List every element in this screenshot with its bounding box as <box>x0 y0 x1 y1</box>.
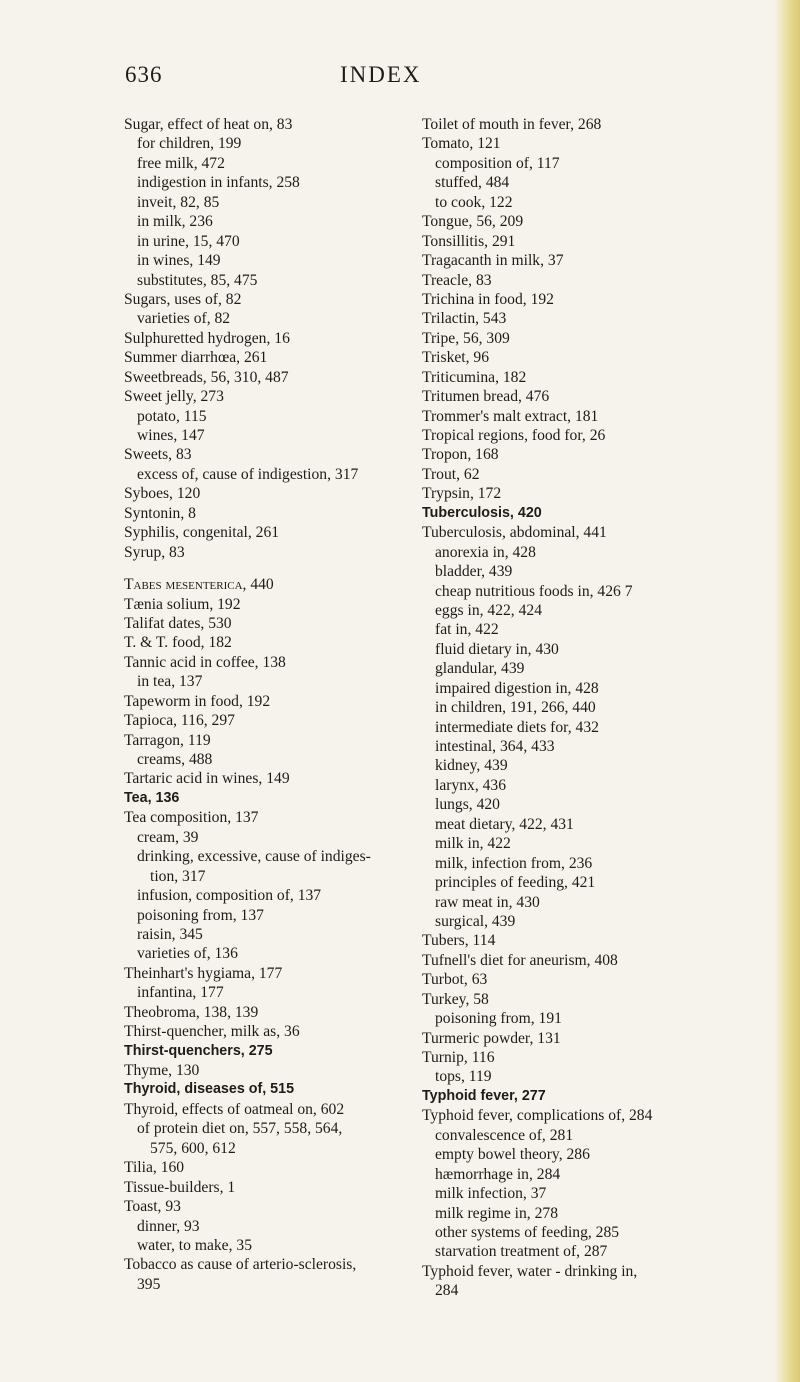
index-entry: Tea, 136 <box>124 789 180 806</box>
index-entry: Tartaric acid in wines, 149 <box>124 770 290 788</box>
index-subentry: milk in, 422 <box>435 835 511 853</box>
index-subentry: in children, 191, 266, 440 <box>435 699 596 717</box>
index-entry: Tubers, 114 <box>422 932 496 950</box>
index-entry: Tapeworm in food, 192 <box>124 692 271 710</box>
index-entry: Thirst-quenchers, 275 <box>124 1042 273 1059</box>
index-entry: Typhoid fever, water - drinking in, <box>422 1262 638 1280</box>
index-subentry: empty bowel theory, 286 <box>435 1146 590 1164</box>
index-entry: Tabes mesenterica, 440 <box>124 576 274 594</box>
index-subentry: cheap nutritious foods in, 426 7 <box>435 582 633 600</box>
index-entry: Trommer's malt extract, 181 <box>422 407 599 425</box>
index-subentry: to cook, 122 <box>435 193 513 211</box>
index-subentry: intestinal, 364, 433 <box>435 738 555 755</box>
index-entry: Syrup, 83 <box>124 543 185 561</box>
index-entry: Tonsillitis, 291 <box>422 232 516 250</box>
index-subentry: anorexia in, 428 <box>435 543 536 561</box>
index-entry: Typhoid fever, 277 <box>422 1087 546 1104</box>
index-entry: Tænia solium, 192 <box>124 595 241 613</box>
index-subentry: water, to make, 35 <box>137 1236 252 1254</box>
index-subentry: milk regime in, 278 <box>435 1204 558 1222</box>
index-entry: Turnip, 116 <box>422 1049 495 1066</box>
index-subentry: free milk, 472 <box>137 154 225 172</box>
index-entry: Triticumina, 182 <box>422 368 527 386</box>
index-entry: Trout, 62 <box>422 465 480 483</box>
index-subentry: fat in, 422 <box>435 621 499 639</box>
index-subentry: milk infection, 37 <box>435 1185 547 1203</box>
index-subentry: varieties of, 136 <box>137 945 238 963</box>
index-subentry: poisoning from, 191 <box>435 1010 562 1028</box>
index-subentry: poisoning from, 137 <box>137 906 264 924</box>
index-entry: Thyroid, diseases of, 515 <box>124 1081 295 1098</box>
index-subentry: in milk, 236 <box>137 213 213 231</box>
index-subentry: intermediate diets for, 432 <box>435 718 599 736</box>
index-entry: Tannic acid in coffee, 138 <box>124 653 286 671</box>
index-subentry: surgical, 439 <box>435 912 516 930</box>
index-entry: Trilactin, 543 <box>422 310 507 328</box>
index-entry: Tropon, 168 <box>422 446 499 464</box>
index-subentry: creams, 488 <box>137 751 213 768</box>
running-head: INDEX <box>340 62 422 87</box>
index-entry-continuation: tion, 317 <box>150 867 206 885</box>
index-subentry: infusion, composition of, 137 <box>137 887 322 905</box>
index-subentry: 395 <box>137 1275 161 1293</box>
index-entry: Sugar, effect of heat on, 83 <box>124 116 293 133</box>
page-number: 636 <box>125 62 163 87</box>
index-entry: Toast, 93 <box>124 1198 181 1216</box>
index-entry: Tapioca, 116, 297 <box>124 712 235 730</box>
index-subentry: potato, 115 <box>137 407 207 425</box>
index-entry: T. & T. food, 182 <box>124 634 232 652</box>
index-entry: Tufnell's diet for aneurism, 408 <box>422 951 618 969</box>
index-entry: Tripe, 56, 309 <box>422 329 510 347</box>
index-entry: Tritumen bread, 476 <box>422 388 550 406</box>
index-entry: Thyroid, effects of oatmeal on, 602 <box>124 1100 345 1118</box>
index-subentry: in tea, 137 <box>137 673 203 691</box>
index-entry: Sweetbreads, 56, 310, 487 <box>124 368 289 386</box>
index-entry: Tuberculosis, 420 <box>422 504 542 521</box>
index-subentry: drinking, excessive, cause of indiges- <box>137 848 371 866</box>
index-subentry: indigestion in infants, 258 <box>137 174 300 192</box>
index-subentry: substitutes, 85, 475 <box>137 271 258 289</box>
index-subentry: varieties of, 82 <box>137 310 231 328</box>
index-subentry: lungs, 420 <box>435 796 500 814</box>
index-subentry: impaired digestion in, 428 <box>435 679 599 697</box>
index-entry: Thirst-quencher, milk as, 36 <box>124 1023 300 1041</box>
index-subentry: 284 <box>435 1282 459 1300</box>
index-subentry: bladder, 439 <box>435 563 513 581</box>
index-column-left <box>124 115 386 1294</box>
index-subentry: raisin, 345 <box>137 925 203 943</box>
index-subentry: meat dietary, 422, 431 <box>435 815 574 833</box>
index-entry: Tarragon, 119 <box>124 731 211 749</box>
index-subentry: larynx, 436 <box>435 776 507 794</box>
index-subentry: for children, 199 <box>137 135 242 153</box>
index-entry: Sulphuretted hydrogen, 16 <box>124 329 290 347</box>
index-entry: Tobacco as cause of arterio-sclerosis, <box>124 1256 357 1274</box>
index-subentry: wines, 147 <box>137 427 205 444</box>
page-edge <box>774 0 800 1382</box>
index-entry: Sweets, 83 <box>124 446 192 464</box>
index-entry: Turkey, 58 <box>422 990 489 1008</box>
index-entry: Tropical regions, food for, 26 <box>422 427 606 444</box>
index-subentry: convalescence of, 281 <box>435 1126 574 1144</box>
index-entry: Tomato, 121 <box>422 135 501 153</box>
index-entry: Trypsin, 172 <box>422 485 502 503</box>
index-entry: Thyme, 130 <box>124 1062 200 1079</box>
index-entry: Trisket, 96 <box>422 349 490 367</box>
index-entry: Syntonin, 8 <box>124 504 196 522</box>
index-entry: Syboes, 120 <box>124 485 201 503</box>
index-subentry: tops, 119 <box>435 1068 492 1086</box>
index-subentry: excess of, cause of indigestion, 317 <box>137 465 359 483</box>
index-entry: Typhoid fever, complications of, 284 <box>422 1107 653 1125</box>
index-subentry: glandular, 439 <box>435 660 525 678</box>
index-subentry: in wines, 149 <box>137 252 221 270</box>
index-subentry: kidney, 439 <box>435 757 508 775</box>
index-subentry: cream, 39 <box>137 828 199 846</box>
index-subentry: composition of, 117 <box>435 154 560 172</box>
index-subentry: other systems of feeding, 285 <box>435 1223 620 1241</box>
index-entry: Toilet of mouth in fever, 268 <box>422 116 602 133</box>
index-column-right <box>422 115 774 1301</box>
index-subentry: milk, infection from, 236 <box>435 854 593 872</box>
index-entry-continuation: 575, 600, 612 <box>150 1139 236 1157</box>
index-entry: Treacle, 83 <box>422 271 492 289</box>
index-subentry: stuffed, 484 <box>435 174 510 192</box>
index-entry: Theinhart's hygiama, 177 <box>124 964 283 982</box>
index-entry: Turmeric powder, 131 <box>422 1029 561 1047</box>
index-entry: Sugars, uses of, 82 <box>124 290 242 308</box>
index-entry: Tuberculosis, abdominal, 441 <box>422 524 607 542</box>
page-header <box>0 62 800 92</box>
index-subentry: inveit, 82, 85 <box>137 193 220 211</box>
index-subentry: fluid dietary in, 430 <box>435 640 559 658</box>
index-subentry: of protein diet on, 557, 558, 564, <box>137 1120 343 1138</box>
index-entry: Tilia, 160 <box>124 1159 185 1177</box>
index-subentry: infantina, 177 <box>137 984 224 1002</box>
index-entry: Talifat dates, 530 <box>124 614 232 632</box>
index-entry: Turbot, 63 <box>422 971 488 989</box>
index-subentry: eggs in, 422, 424 <box>435 601 542 619</box>
index-entry: Syphilis, congenital, 261 <box>124 524 280 542</box>
index-subentry: raw meat in, 430 <box>435 893 540 911</box>
index-subentry: in urine, 15, 470 <box>137 232 240 250</box>
index-entry: Summer diarrhœa, 261 <box>124 349 268 367</box>
index-subentry: dinner, 93 <box>137 1217 200 1235</box>
index-entry: Tragacanth in milk, 37 <box>422 252 564 270</box>
index-subentry: starvation treatment of, 287 <box>435 1243 608 1261</box>
index-entry: Theobroma, 138, 139 <box>124 1003 259 1021</box>
index-entry: Trichina in food, 192 <box>422 290 554 308</box>
index-subentry: hæmorrhage in, 284 <box>435 1165 561 1183</box>
index-entry: Sweet jelly, 273 <box>124 388 224 406</box>
index-subentry: principles of feeding, 421 <box>435 874 596 892</box>
index-entry: Tea composition, 137 <box>124 809 259 827</box>
index-entry: Tissue-builders, 1 <box>124 1178 236 1196</box>
index-entry: Tongue, 56, 209 <box>422 213 524 231</box>
